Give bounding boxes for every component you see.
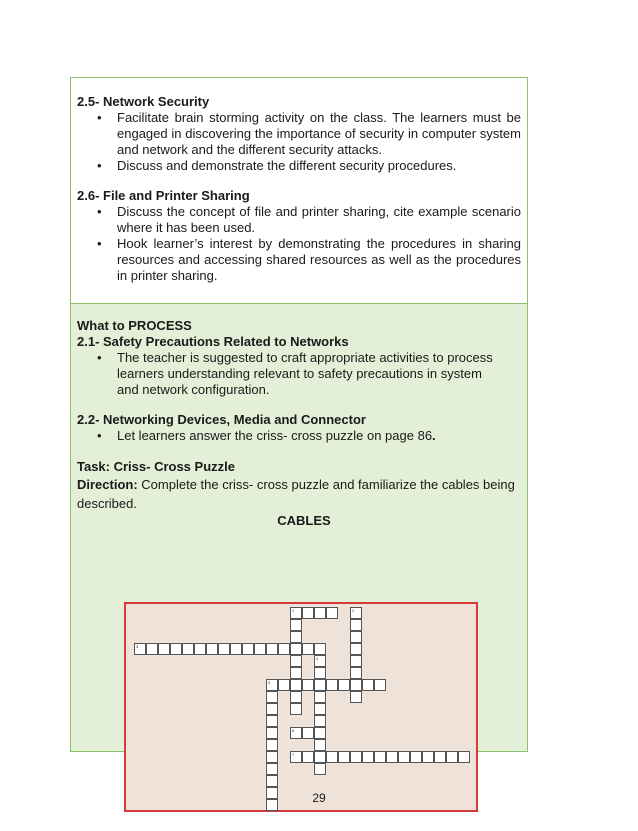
clue-number: 5 — [268, 680, 271, 685]
list-item: • Discuss the concept of file and printer sharing, cite example scenario where it has been used. — [117, 204, 521, 236]
clue-number: 4 — [316, 656, 319, 661]
puzzle-cell[interactable] — [302, 679, 314, 691]
puzzle-cell[interactable] — [302, 727, 314, 739]
puzzle-cell[interactable] — [314, 679, 326, 691]
puzzle-cell[interactable] — [266, 775, 278, 787]
puzzle-title: CABLES — [277, 513, 331, 528]
list-item: • Hook learner’s interest by demonstrating the procedures in sharing resources and accessing shared resources as well as the procedures in printer sharing. — [117, 236, 521, 284]
direction-label: Direction: — [77, 477, 138, 492]
networking-devices-list — [77, 428, 521, 444]
network-security-list — [77, 110, 521, 174]
puzzle-cell[interactable] — [314, 727, 326, 739]
puzzle-cell[interactable] — [314, 715, 326, 727]
direction-text: Complete the criss- cross puzzle and familiarize the cables being described. — [77, 477, 515, 511]
puzzle-cell[interactable] — [254, 643, 266, 655]
puzzle-cell[interactable] — [350, 619, 362, 631]
list-item: • Discuss and demonstrate the different security procedures. — [117, 158, 521, 174]
puzzle-cell[interactable] — [158, 643, 170, 655]
puzzle-cell[interactable] — [290, 619, 302, 631]
puzzle-cell[interactable] — [350, 679, 362, 691]
puzzle-cell[interactable] — [422, 751, 434, 763]
section-what-to-process — [71, 304, 527, 757]
task-direction — [77, 475, 521, 513]
heading-file-printer-sharing: 2.6- File and Printer Sharing — [77, 188, 250, 203]
puzzle-cell[interactable] — [290, 655, 302, 667]
puzzle-cell[interactable] — [302, 643, 314, 655]
puzzle-cell[interactable] — [278, 679, 290, 691]
puzzle-cell[interactable] — [266, 739, 278, 751]
puzzle-cell[interactable] — [326, 751, 338, 763]
puzzle-cell[interactable] — [194, 643, 206, 655]
list-item: • Facilitate brain storming activity on the class. The learners must be engaged in discovering the importance of security in computer system and network and the different security attacks. — [117, 110, 521, 158]
puzzle-cell[interactable] — [302, 751, 314, 763]
puzzle-cell[interactable] — [218, 643, 230, 655]
puzzle-cell[interactable] — [290, 751, 302, 763]
list-item — [117, 428, 521, 444]
puzzle-cell[interactable] — [350, 631, 362, 643]
puzzle-cell[interactable] — [266, 727, 278, 739]
puzzle-cell[interactable] — [242, 643, 254, 655]
puzzle-cell[interactable] — [326, 679, 338, 691]
puzzle-cell[interactable] — [446, 751, 458, 763]
section-teacher-notes — [71, 78, 527, 304]
puzzle-cell[interactable] — [290, 703, 302, 715]
puzzle-cell[interactable] — [458, 751, 470, 763]
content-frame — [70, 77, 528, 757]
puzzle-cell[interactable] — [266, 643, 278, 655]
puzzle-cell[interactable] — [266, 691, 278, 703]
puzzle-cell[interactable] — [350, 691, 362, 703]
puzzle-cell[interactable] — [170, 643, 182, 655]
heading-network-security: 2.5- Network Security — [77, 94, 210, 109]
puzzle-cell[interactable] — [278, 643, 290, 655]
clue-number: 3 — [136, 644, 139, 649]
puzzle-cell[interactable] — [266, 751, 278, 763]
heading-task: Task: Criss- Cross Puzzle — [77, 459, 235, 474]
puzzle-cell[interactable] — [314, 739, 326, 751]
puzzle-cell[interactable] — [410, 751, 422, 763]
puzzle-cell[interactable] — [350, 607, 362, 619]
file-printer-sharing-list — [77, 204, 521, 284]
puzzle-cell[interactable] — [350, 655, 362, 667]
puzzle-cell[interactable] — [338, 751, 350, 763]
puzzle-cell[interactable] — [290, 607, 302, 619]
list-item-text: Let learners answer the criss- cross puzzle on page 86 — [117, 428, 433, 443]
puzzle-cell[interactable] — [230, 643, 242, 655]
puzzle-cell[interactable] — [266, 715, 278, 727]
puzzle-cell[interactable] — [266, 679, 278, 691]
puzzle-cell[interactable] — [362, 679, 374, 691]
puzzle-cell[interactable] — [266, 763, 278, 775]
puzzle-cell[interactable] — [314, 751, 326, 763]
puzzle-cell[interactable] — [386, 751, 398, 763]
heading-what-to-process: What to PROCESS — [77, 318, 192, 333]
puzzle-cell[interactable] — [314, 607, 326, 619]
puzzle-cell[interactable] — [206, 643, 218, 655]
puzzle-cell[interactable] — [398, 751, 410, 763]
puzzle-cell[interactable] — [290, 679, 302, 691]
puzzle-cell[interactable] — [290, 667, 302, 679]
puzzle-cell[interactable] — [314, 655, 326, 667]
puzzle-cell[interactable] — [266, 703, 278, 715]
puzzle-cell[interactable] — [362, 751, 374, 763]
list-item: • The teacher is suggested to craft appropriate activities to process learners understanding relevant to safety precautions in system and network configuration. — [117, 350, 521, 398]
puzzle-cell[interactable] — [350, 667, 362, 679]
page-number: 29 — [312, 791, 326, 805]
puzzle-cell[interactable] — [314, 703, 326, 715]
puzzle-cell[interactable] — [134, 643, 146, 655]
list-item-period: . — [432, 428, 436, 443]
puzzle-cell[interactable] — [290, 643, 302, 655]
puzzle-cell[interactable] — [350, 751, 362, 763]
puzzle-cell[interactable] — [314, 643, 326, 655]
clue-number: 2 — [352, 608, 355, 613]
puzzle-cell[interactable] — [290, 691, 302, 703]
puzzle-cell[interactable] — [290, 727, 302, 739]
puzzle-cell[interactable] — [314, 763, 326, 775]
puzzle-cell[interactable] — [314, 667, 326, 679]
puzzle-cell[interactable] — [182, 643, 194, 655]
clue-number: 1 — [292, 608, 295, 613]
puzzle-cell[interactable] — [314, 691, 326, 703]
puzzle-cell[interactable] — [338, 679, 350, 691]
puzzle-cell[interactable] — [374, 751, 386, 763]
heading-networking-devices: 2.2- Networking Devices, Media and Connector — [77, 412, 366, 427]
safety-precautions-list — [77, 350, 521, 398]
puzzle-cell[interactable] — [146, 643, 158, 655]
heading-safety-precautions: 2.1- Safety Precautions Related to Networks — [77, 334, 349, 349]
puzzle-cell[interactable] — [350, 643, 362, 655]
puzzle-cell[interactable] — [374, 679, 386, 691]
puzzle-cell[interactable] — [326, 607, 338, 619]
clue-number: 6 — [292, 728, 295, 733]
puzzle-cell[interactable] — [434, 751, 446, 763]
puzzle-cell[interactable] — [290, 631, 302, 643]
clue-number: 7 — [292, 752, 295, 757]
puzzle-cell[interactable] — [302, 607, 314, 619]
criss-cross-puzzle — [124, 602, 478, 812]
